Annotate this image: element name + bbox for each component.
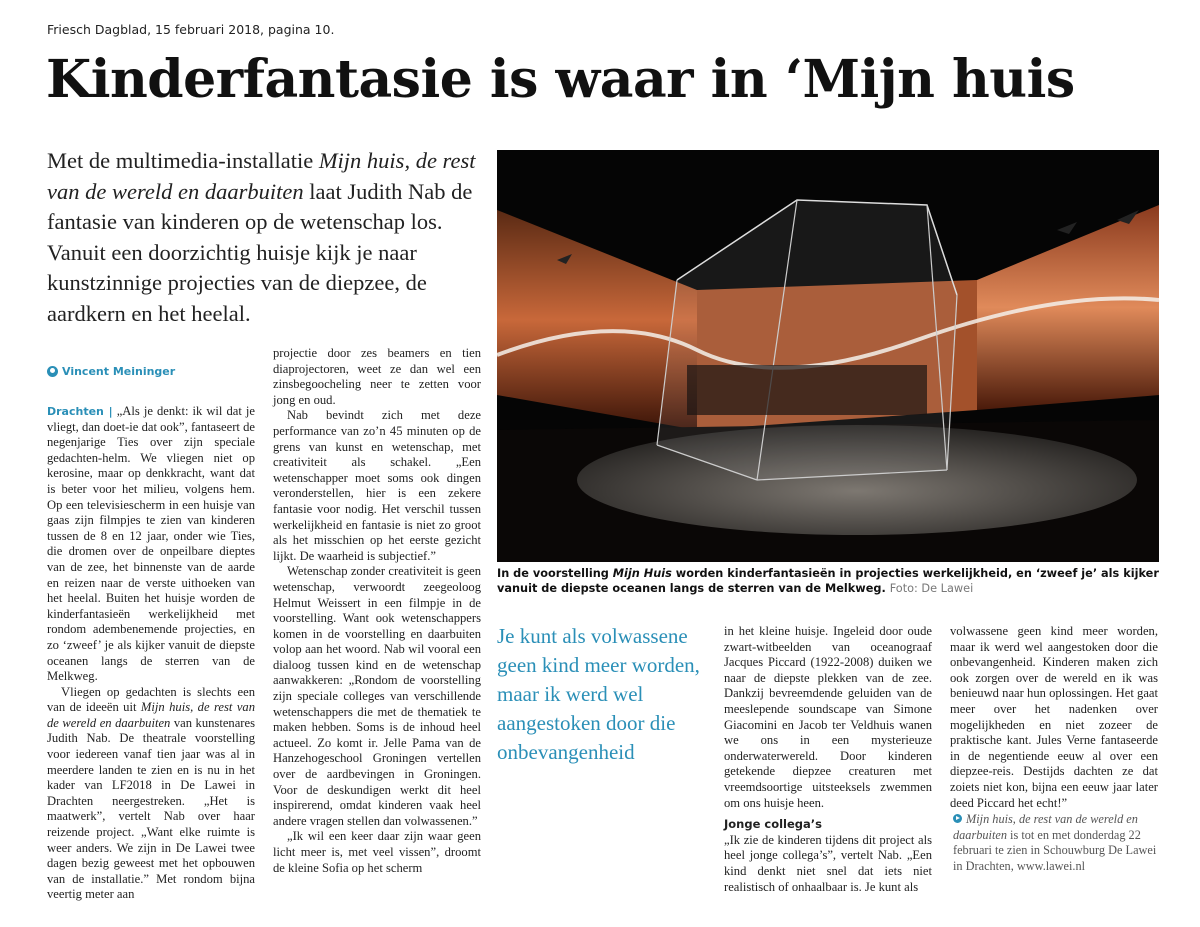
col1-p2-post: van kunstenares Judith Nab. De theatrale voorstelling voor iedereen vanaf tien jaar was al in meerdere landen te zien en is nu in het kader van LF2018 in De Lawei in Drachten neergestreken. „Het is maatwerk”, vertelt Nab over haar reizende project. „Want elke ruimte is weer anders. We zijn in De Lawei twee dagen bezig geweest met het opbouwen van de installatie.” Met rondom bijna veertig meter aan <box>47 715 255 902</box>
caption-title: Mijn Huis <box>612 567 672 580</box>
col1-p1-text: „Als je denkt: ik wil dat je vliegt, dan doet-ie dat ook”, fantaseert de negenjarige Ties over zijn speciale gedachten-helm. We vliegen niet op kerosine, maar op denkkracht, want dat is beter voor het milieu, volgens hem. Op een televisiescherm in een huisje van gaas zijn filmpjes te zien van kinderen tussen de 8 en 12 jaar, onder wie Ties, die dromen over de onpeilbare dieptes van de zee, het binnenste van de aarde en reizen naar de verste uithoeken van het heelal. Buiten het huisje worden de kinderfantasieën werkelijkheid met rondom adembenemende projecties, en zo ‘zweef’ je als kijker vanuit de diepste oceanen langs de sterren van de Melkweg. <box>47 404 255 684</box>
col2-paragraph-4: „Ik wil een keer daar zijn waar geen licht meer is, met veel vissen”, droomt de kleine Sofia op het scherm <box>273 829 481 875</box>
author-name: Vincent Meininger <box>62 365 176 378</box>
col1-paragraph-2 <box>47 685 255 903</box>
article-column-1 <box>47 404 255 903</box>
caption-post: worden kinderfantasieën in projecties werkelijkheid, en ‘zweef je’ als kijker vanuit de diepste oceanen langs de sterren van de Melkweg. <box>497 567 1159 595</box>
arrow-icon <box>953 814 962 823</box>
col1-p2-title: Mijn huis, de rest van de wereld en daarbuiten <box>47 700 255 730</box>
headline: Kinderfantasie is waar in ‘Mijn huis <box>46 49 1075 110</box>
photo-credit: Foto: De Lawei <box>889 582 974 595</box>
col2-paragraph-3: Wetenschap zonder creativiteit is geen wetenschap, verwoordt zeegeoloog Helmut Weissert in een filmpje in de voorstelling. Want ook wetenschappers komen in de voorstelling en daarbuiten volop aan het woord. Nab wil vooral een dialoog tussen kind en de wetenschap aanwakkeren: „Rondom de voorstelling zijn speciale colleges van verschillende wetenschappers die met de thematiek te maken hebben. Soms is de inhoud heel actueel. Zo komt ir. Jelle Pama van de Hanzehogeschool Groningen vertellen over de aardbevingen in Groningen. Voor de deskundigen werkt dit heel inspirerend, omdat kinderen vaak heel andere vragen stellen dan volwassenen.” <box>273 564 481 828</box>
article-column-4 <box>950 624 1158 811</box>
col3-paragraph-2: „Ik zie de kinderen tijdens dit project als heel jonge collega’s”, vertelt Nab. „Een kind denkt niet snel dat iets niet realistisch of onhaalbaar is. Je kunt als <box>724 832 932 894</box>
installation-photo-illustration <box>497 150 1159 562</box>
lead-post: laat Judith Nab de fantasie van kinderen op de wetenschap los. Vanuit een doorzichtig huisje kijk je naar kunstzinnige projecties van de diepzee, de aardkern en het heelal. <box>47 178 473 326</box>
col2-paragraph-2: Nab bevindt zich met deze performance van zo’n 45 minuten op de grens van kunst en wetenschap, met creativiteit als schakel. „Een wetenschapper moet soms ook dingen veronderstellen, hier is een zekere fantasie voor nodig. Het verschil tussen werkelijkheid en fantasie is niet zo groot als het misschien op het eerste gezicht lijkt. De waarheid is subjectief.” <box>273 408 481 563</box>
subhead-jonge-collegas: Jonge collega’s <box>724 817 823 832</box>
installation-photo <box>497 150 1159 562</box>
source-line: Friesch Dagblad, 15 februari 2018, pagina 10. <box>47 22 335 37</box>
article-column-2 <box>273 346 481 876</box>
article-column-3 <box>724 624 932 895</box>
lead-pre: Met de multimedia-installatie <box>47 148 319 173</box>
person-icon <box>47 366 58 377</box>
info-text: is tot en met donderdag 22 februari te zien in Schouwburg De Lawei in Drachten, www.lawei.nl <box>953 827 1157 873</box>
byline <box>47 365 175 378</box>
col1-paragraph-1 <box>47 404 255 685</box>
col2-paragraph-1: projectie door zes beamers en tien diaprojectoren, weet ze dan wel een zinsbegoocheling neer te zetten voor jong en oud. <box>273 346 481 407</box>
col3-paragraph-1: in het kleine huisje. Ingeleid door oude zwart-witbeelden van oceanograaf Jacques Piccard (1922-2008) duiken we naar de diepste plekken van de zee. Dankzij bevreemdende geluiden van de meeslepende soundscape van Simone Giacomini en Jacob ter Veldhuis wanen we ons in een mysterieuze onderwaterwereld. Door kinderen getekende diepzee creaturen met vreemdsoortige uitsteeksels zwemmen om ons huisje heen. <box>724 624 932 810</box>
lead-title: Mijn huis, de rest van de wereld en daarbuiten <box>47 148 476 204</box>
info-title: Mijn huis, de rest van de wereld en daarbuiten <box>953 812 1138 842</box>
dateline: Drachten | <box>47 405 113 418</box>
caption-pre: In de voorstelling <box>497 567 613 580</box>
event-info-box <box>953 812 1158 874</box>
pull-quote: Je kunt als volwassene geen kind meer worden, maar ik werd wel aangestoken door die onbevangenheid <box>497 624 700 764</box>
lead-paragraph <box>47 146 477 330</box>
col4-paragraph-1: volwassene geen kind meer worden, maar ik werd wel aangestoken door die onbevangenheid. Kinderen maken zich ook zorgen over de wereld en ik was benieuwd naar hun oplossingen. Het gaat meer over het nadenken over mogelijkheden en niet zozeer de praktische kant. Jules Verne fantaseerde in de negentiende eeuw al over een diepzee-reis. Destijds dachten ze dat zoiets niet kon, bijna een eeuw jaar later deed Piccard het echt!” <box>950 624 1158 810</box>
col1-p2-pre: Vliegen op gedachten is slechts een van de ideeën uit <box>47 684 255 715</box>
photo-caption <box>497 566 1159 596</box>
